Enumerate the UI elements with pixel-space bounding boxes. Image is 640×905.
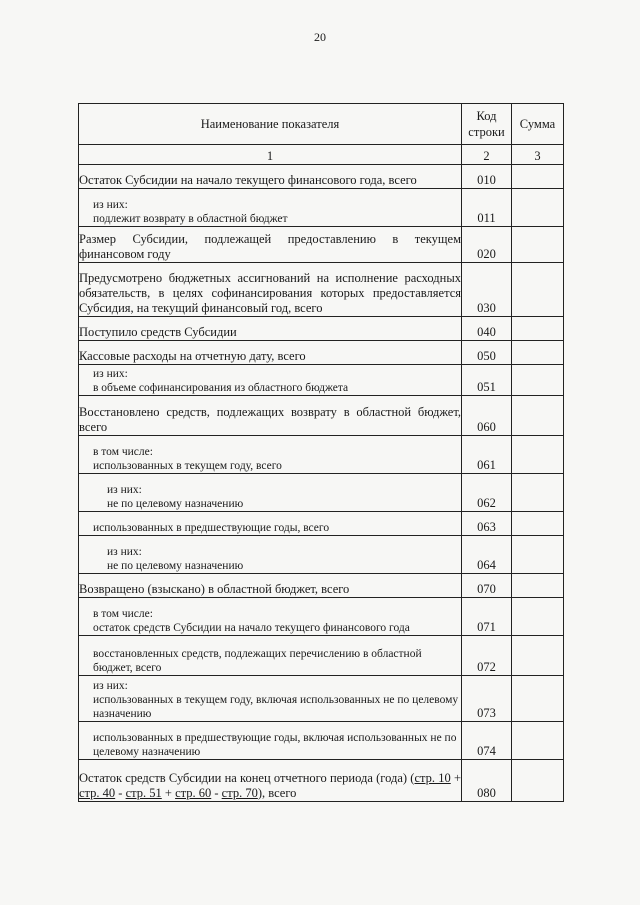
row-text-line: не по целевому назначению — [107, 560, 244, 572]
row-text-line: в объеме софинансирования из областного бюджета — [93, 382, 349, 394]
table-row — [79, 165, 564, 189]
header-indicator-name: Наименование показателя — [79, 104, 462, 145]
row-name-062 — [79, 474, 462, 512]
table-row — [79, 760, 564, 802]
formula-ref2: стр. 40 — [79, 786, 116, 800]
row-code: 060 — [462, 396, 512, 436]
table-row — [79, 722, 564, 760]
row-code: 064 — [462, 536, 512, 574]
formula-ref4: стр. 60 — [175, 786, 212, 800]
row-text-line: из них: — [93, 368, 128, 380]
row-text-line: из них: — [93, 680, 128, 692]
row-code: 050 — [462, 341, 512, 365]
row-name-080 — [79, 760, 462, 802]
row-sum-cell[interactable] — [512, 512, 564, 536]
row-sum-cell[interactable] — [512, 227, 564, 263]
table-row — [79, 436, 564, 474]
row-code: 020 — [462, 227, 512, 263]
table-row — [79, 365, 564, 396]
row-text-line: в том числе: — [93, 608, 153, 620]
column-number-row — [79, 145, 564, 165]
header-row-code — [462, 104, 512, 145]
row-code: 062 — [462, 474, 512, 512]
header-code-line2: строки — [468, 125, 505, 139]
row-name-064 — [79, 536, 462, 574]
row-sum-cell[interactable] — [512, 436, 564, 474]
row-name-074 — [79, 722, 462, 760]
column-number-3: 3 — [512, 145, 564, 165]
table-row — [79, 474, 564, 512]
table-row — [79, 263, 564, 317]
row-text-line: использованных в текущем году, всего — [93, 460, 282, 472]
row-sum-cell[interactable] — [512, 722, 564, 760]
row-code: 030 — [462, 263, 512, 317]
row-name-051 — [79, 365, 462, 396]
row-name-073 — [79, 676, 462, 722]
table-row — [79, 227, 564, 263]
row-code: 061 — [462, 436, 512, 474]
formula-ref1: стр. 10 — [414, 771, 451, 785]
table-row — [79, 396, 564, 436]
row-text-line: Размер Субсидии, подлежащей предоставлению в текущем финансовом году — [79, 232, 461, 261]
row-sum-cell[interactable] — [512, 317, 564, 341]
table-row — [79, 574, 564, 598]
table-row — [79, 636, 564, 676]
row-text-line: в том числе: — [93, 446, 153, 458]
row-name-050 — [79, 341, 462, 365]
row-text-line: восстановленных средств, подлежащих перечислению в областной бюджет, всего — [93, 648, 422, 674]
row-code: 010 — [462, 165, 512, 189]
row-name-072 — [79, 636, 462, 676]
row-sum-cell[interactable] — [512, 365, 564, 396]
formula-op1: + — [450, 771, 462, 785]
row-text-line: подлежит возврату в областной бюджет — [93, 213, 288, 225]
table-row — [79, 189, 564, 227]
formula-op2: - — [115, 786, 126, 800]
report-rows — [79, 165, 564, 802]
row-sum-cell[interactable] — [512, 165, 564, 189]
row-code: 080 — [462, 760, 512, 802]
row-code: 011 — [462, 189, 512, 227]
row-code: 073 — [462, 676, 512, 722]
row-text-line: из них: — [93, 199, 128, 211]
row-code: 063 — [462, 512, 512, 536]
row-text-line: использованных в предшествующие годы, всего — [93, 522, 330, 534]
row-text-line: Остаток Субсидии на начало текущего финансового года, всего — [79, 173, 417, 187]
row-sum-cell[interactable] — [512, 574, 564, 598]
row-sum-cell[interactable] — [512, 341, 564, 365]
row-name-030 — [79, 263, 462, 317]
table-row — [79, 512, 564, 536]
row-sum-cell[interactable] — [512, 474, 564, 512]
row-text-line: Предусмотрено бюджетных ассигнований на исполнение расходных обязательств, в целях софинансирования которых предоставляется Субсидия, на текущий финансовый год, всего — [79, 271, 461, 315]
header-sum: Сумма — [512, 104, 564, 145]
row-code: 040 — [462, 317, 512, 341]
formula-op3: + — [161, 786, 176, 800]
row-text-line: Кассовые расходы на отчетную дату, всего — [79, 349, 306, 363]
row-text-line: из них: — [107, 484, 142, 496]
row-sum-cell[interactable] — [512, 263, 564, 317]
table-row — [79, 341, 564, 365]
row-name-011 — [79, 189, 462, 227]
row-text-line: Поступило средств Субсидии — [79, 325, 237, 339]
table-row — [79, 317, 564, 341]
report-table — [78, 103, 564, 802]
row-sum-cell[interactable] — [512, 636, 564, 676]
row-sum-cell[interactable] — [512, 598, 564, 636]
row-text-line: из них: — [107, 546, 142, 558]
row-name-040 — [79, 317, 462, 341]
row-sum-cell[interactable] — [512, 536, 564, 574]
table-row — [79, 536, 564, 574]
row-name-061 — [79, 436, 462, 474]
formula-suffix: ), всего — [257, 786, 297, 800]
row-text-line: Восстановлено средств, подлежащих возврату в областной бюджет, всего — [79, 405, 461, 434]
row-name-071 — [79, 598, 462, 636]
row-text-line: остаток средств Субсидии на начало текущего финансового года — [93, 622, 410, 634]
row-text-line: Возвращено (взыскано) в областной бюджет, всего — [79, 582, 350, 596]
header-code-line1: Код — [476, 109, 497, 123]
row-text-line: не по целевому назначению — [107, 498, 244, 510]
column-number-2: 2 — [462, 145, 512, 165]
page-number: 20 — [314, 30, 326, 44]
row-name-070 — [79, 574, 462, 598]
row-sum-cell[interactable] — [512, 760, 564, 802]
row-name-010 — [79, 165, 462, 189]
row-code: 070 — [462, 574, 512, 598]
row-name-060 — [79, 396, 462, 436]
row-code: 074 — [462, 722, 512, 760]
row-text-line: использованных в текущем году, включая использованных не по целевому назначению — [93, 694, 459, 720]
header-row — [79, 104, 564, 145]
row-name-063 — [79, 512, 462, 536]
row-text-line: использованных в предшествующие годы, включая использованных не по целевому назначению — [93, 732, 457, 758]
formula-prefix: Остаток средств Субсидии на конец отчетного периода (года) ( — [79, 771, 415, 785]
column-number-1: 1 — [79, 145, 462, 165]
table-row — [79, 676, 564, 722]
row-sum-cell[interactable] — [512, 189, 564, 227]
formula-ref3: стр. 51 — [125, 786, 162, 800]
formula-ref5: стр. 70 — [221, 786, 258, 800]
row-sum-cell[interactable] — [512, 396, 564, 436]
row-code: 072 — [462, 636, 512, 676]
row-name-020 — [79, 227, 462, 263]
row-code: 071 — [462, 598, 512, 636]
row-code: 051 — [462, 365, 512, 396]
formula-op4: - — [211, 786, 222, 800]
table-row — [79, 598, 564, 636]
row-sum-cell[interactable] — [512, 676, 564, 722]
